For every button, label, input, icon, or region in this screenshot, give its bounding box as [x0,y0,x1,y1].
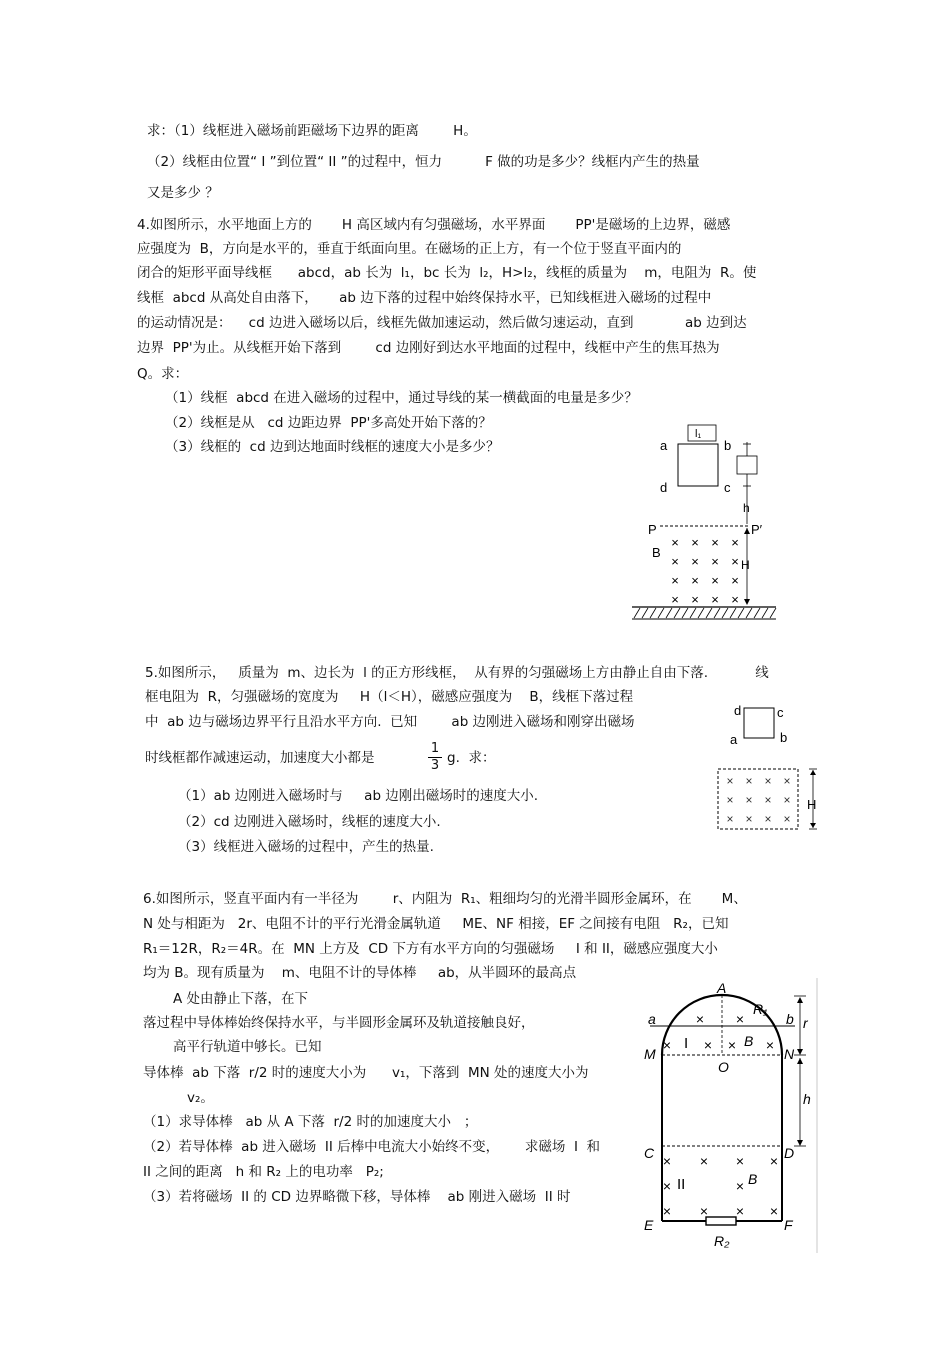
q5-fig-label-c: c [777,705,784,720]
q5-field-cross: × [726,793,734,807]
q4-field-cross: × [691,592,699,607]
q4-field-cross: × [671,554,679,569]
q6-fig-label-B2: B [748,1171,758,1187]
q5-subquestion: （3）线框进入磁场的过程中，产生的热量. [178,839,434,855]
q5-square-frame [744,708,774,738]
q5-figure [710,698,830,834]
q6-field-cross: × [695,1011,705,1027]
q6-fig-label-r: r [803,1015,808,1031]
q4-field-cross: × [711,592,719,607]
q6-fig-label-D: D [784,1145,795,1161]
q4-fig-label-c: c [724,480,731,495]
q4-field-cross: × [711,573,719,588]
q6-resistor-R2 [706,1217,736,1225]
q5-fraction-denominator: 3 [428,757,442,774]
q4-field-cross: × [711,535,719,550]
q6-field-cross: × [703,1037,713,1053]
q6-fig-label-N: N [784,1046,795,1062]
q6-fig-label-F: F [784,1217,793,1233]
q6-line: A 处由静止下落，在下 [173,991,309,1007]
q4-field-cross: × [691,573,699,588]
q6-line: v₂。 [187,1090,214,1106]
q4-field-cross: × [731,592,739,607]
q5-fig-label-d: d [734,703,742,718]
q4-line: 4.如图所示，水平地面上方的 H 高区域内有匀强磁场，水平界面 PP'是磁场的上边界，磁感 [137,217,731,233]
q4-fig-label-P: P [648,522,657,537]
q3-ask-line-2: （2）线框由位置“ I ”到位置“ II ”的过程中，恒力 F 做的功是多少？线框内产生的热量 [147,154,700,170]
q4-line: 边界 PP'为止。从线框开始下落到 cd 边刚好到达水平地面的过程中，线框中产生的焦耳热为 [137,340,720,356]
q5-field-cross: × [726,812,734,826]
q6-field-cross: × [735,1153,745,1169]
q6-fig-label-a: a [648,1011,656,1027]
q5-subquestion: （2）cd 边刚进入磁场时，线框的速度大小. [178,814,441,830]
q5-fig-label-b: b [780,730,788,745]
q6-field-cross: × [769,1203,779,1219]
q6-fig-label-A: A [717,980,727,996]
q4-fig-label-b: b [724,438,732,453]
q5-fig-label-H: H [807,797,817,812]
q6-field-cross: × [699,1203,709,1219]
q5-line: 框电阻为 R，匀强磁场的宽度为 H（l＜H），磁感应强度为 B，线框下落过程 [145,689,634,705]
q6-line: 落过程中导体棒始终保持水平，与半圆形金属环及轨道接触良好， [143,1015,535,1031]
q6-field-cross: × [662,1153,672,1169]
q6-field-cross: × [769,1153,779,1169]
q4-field-cross: × [691,535,699,550]
q6-subquestion: （3）若将磁场 II 的 CD 边界略微下移，导体棒 ab 刚进入磁场 II 时 [143,1189,571,1205]
q6-figure [640,978,820,1253]
q4-fig-label-P-prime: P′ [751,522,763,537]
q6-field-cross: × [662,1203,672,1219]
q5-field-cross: × [764,793,772,807]
q4-field-cross: × [671,592,679,607]
q4-field-cross: × [671,573,679,588]
q4-field-cross: × [671,535,679,550]
q6-line: 6.如图所示，竖直平面内有一半径为 r、内阻为 R₁、粗细均匀的光滑半圆形金属环，在 M、 [143,891,747,907]
q6-subquestion: （1）求导体棒 ab 从 A 下落 r/2 时的加速度大小 ； [143,1114,478,1130]
q6-field-cross: × [727,1037,737,1053]
q6-field-cross: × [662,1178,672,1194]
q4-subquestion: （2）线框是从 cd 边距边界 PP'多高处开始下落的？ [165,415,492,431]
q4-line: 线框 abcd 从高处自由落下， ab 边下落的过程中始终保持水平，已知线框进入磁场的过程中 [137,290,712,306]
q5-line-4-prefix: 时线框都作减速运动，加速度大小都是 [145,750,375,766]
q3-ask-line-3: 又是多少 ？ [147,185,219,201]
q6-line: 高平行轨道中够长。已知 [173,1039,322,1055]
q4-field-cross: × [691,554,699,569]
q4-fig-label-h: h [743,501,750,515]
q6-fig-label-O: O [718,1059,729,1075]
q4-fig-label-H: H [741,558,750,572]
q5-field-cross: × [783,812,791,826]
q4-wire-frame [678,444,718,486]
q6-fig-label-C: C [644,1145,655,1161]
q6-fig-label-B: B [744,1033,754,1049]
q5-field-cross: × [745,812,753,826]
q5-subquestion: （1）ab 边刚进入磁场时与 ab 边刚出磁场时的速度大小. [178,788,539,804]
q6-subquestion: （2）若导体棒 ab 进入磁场 II 后棒中电流大小始终不变， 求磁场 I 和 [143,1139,601,1155]
q6-field-cross: × [735,1011,745,1027]
q4-fig-label-a: a [660,438,668,453]
q4-l1-box [688,425,716,441]
q6-line: R₁＝12R，R₂＝4R。在 MN 上方及 CD 下方有水平方向的匀强磁场 I 和 II，磁感应强度大小 [143,941,718,957]
q6-field-cross: × [699,1153,709,1169]
q5-field-cross: × [745,793,753,807]
q6-line: N 处与相距为 2r、电阻不计的平行光滑金属轨道 ME、NF 相接，EF 之间接有电阻 R₂，已知 [143,916,729,932]
q5-field-cross: × [764,812,772,826]
q6-line: 导体棒 ab 下落 r/2 时的速度大小为 v₁，下落到 MN 处的速度大小为 [143,1065,589,1081]
q6-field-cross: × [662,1037,672,1053]
q6-field-cross: × [735,1203,745,1219]
q5-field-cross: × [783,774,791,788]
q6-subquestion: II 之间的距离 h 和 R₂ 上的电功率 P₂; [143,1164,384,1180]
q6-fig-label-R2: R₂ [714,1233,730,1249]
q6-fig-label-b: b [786,1011,794,1027]
q5-field-cross: × [764,774,772,788]
q6-line: 均为 B。现有质量为 m、电阻不计的导体棒 ab，从半圆环的最高点 [143,965,577,981]
q4-line: Q。求： [137,366,189,382]
q5-line-4-suffix: g. 求： [447,750,496,766]
q5-fraction-numerator: 1 [430,741,440,756]
q6-fig-label-h: h [803,1091,811,1107]
q6-fig-label-M: M [644,1046,656,1062]
q5-line: 5.如图所示， 质量为 m、边长为 l 的正方形线框， 从有界的匀强磁场上方由静止自由下落. 线 [145,665,769,681]
q4-fig-label-l1: l₁ [695,428,702,440]
q6-fig-label-II: II [677,1176,686,1193]
q5-field-cross: × [726,774,734,788]
q4-line: 应强度为 B，方向是水平的，垂直于纸面向里。在磁场的正上方，有一个位于竖直平面内的 [137,241,682,257]
q5-line: 中 ab 边与磁场边界平行且沿水平方向. 已知 ab 边刚进入磁场和刚穿出磁场 [145,714,635,730]
q4-field-cross: × [731,535,739,550]
q4-subquestion: （3）线框的 cd 边到达地面时线框的速度大小是多少？ [165,439,500,455]
q4-line: 的运动情况是： cd 边进入磁场以后，线框先做加速运动，然后做匀速运动，直到 ab 边到达 [137,315,747,331]
q4-field-cross: × [731,573,739,588]
q5-fig-label-a: a [730,732,738,747]
q6-field-cross: × [765,1037,775,1053]
q4-fig-label-d: d [660,480,668,495]
q4-line: 闭合的矩形平面导线框 abcd，ab 长为 l₁，bc 长为 l₂，H>l₂，线框的质量为 m，电阻为 R。使 [137,265,757,281]
q6-fig-label-E: E [644,1217,654,1233]
q4-l2-box [737,456,757,474]
q4-subquestion: （1）线框 abcd 在进入磁场的过程中，通过导线的某一横截面的电量是多少？ [165,390,638,406]
q5-fraction [428,741,442,774]
q3-ask-line-1: 求：（1）线框进入磁场前距磁场下边界的距离 H。 [147,123,477,139]
q6-fig-label-I: I [684,1035,689,1052]
q5-field-cross: × [783,793,791,807]
q4-field-cross: × [731,554,739,569]
q4-figure [620,418,790,628]
q6-fig-label-R1: R₁ [753,1001,768,1017]
q5-field-cross: × [745,774,753,788]
q6-field-cross: × [735,1178,745,1194]
q4-field-cross: × [711,554,719,569]
q4-fig-label-B: B [652,545,661,560]
